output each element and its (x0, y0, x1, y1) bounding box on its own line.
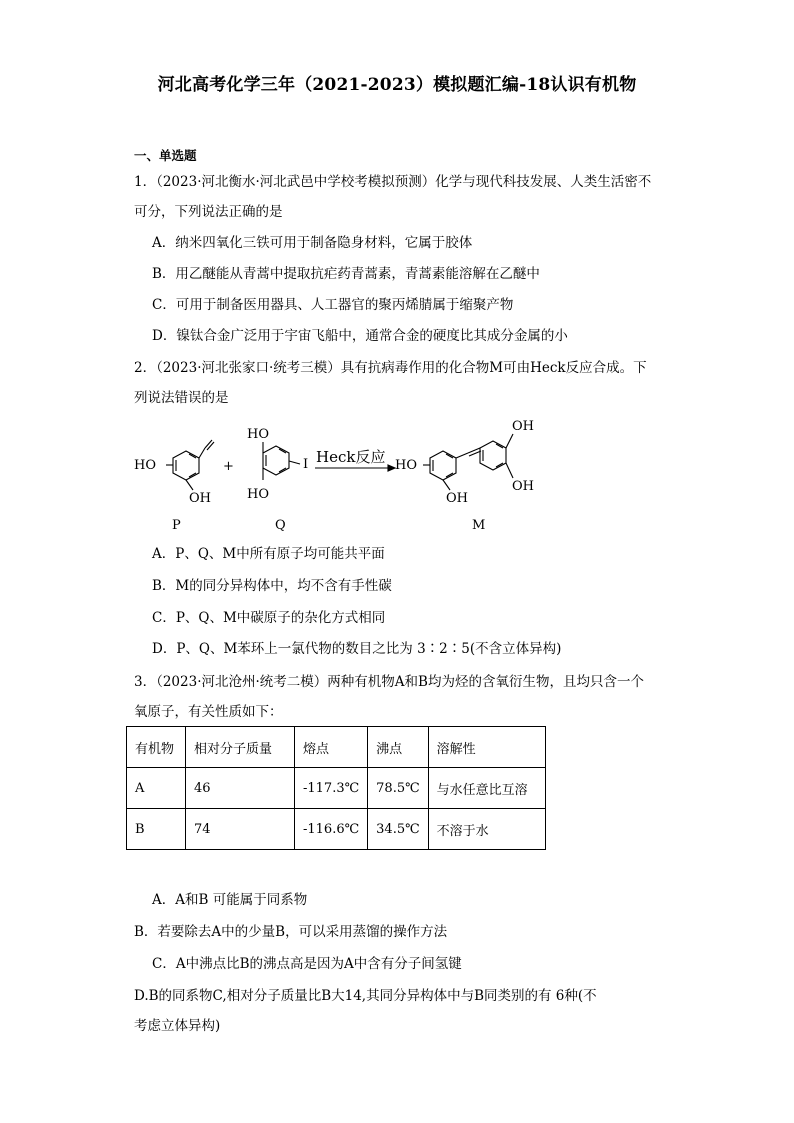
question-3-option-d-line-1: D.B的同系物C,相对分子质量比B大14,其同分异构体中与B同类别的有 6种(不 (134, 988, 597, 1004)
m-oh-right-label: OH (512, 479, 534, 494)
question-2-option-d: D．P、Q、M苯环上一氯代物的数目之比为 3∶2∶5(不含立体异构) (152, 641, 562, 657)
compound-q-label: Q (275, 518, 286, 533)
table-header-cell: 熔点 (295, 727, 368, 768)
m-oh-top-label: OH (512, 419, 534, 434)
table-cell: 34.5℃ (368, 809, 429, 850)
table-cell: -116.6℃ (295, 809, 368, 850)
table-cell: -117.3℃ (295, 768, 368, 809)
table-header-cell: 沸点 (368, 727, 429, 768)
question-1-option-d: D．镍钛合金广泛用于宇宙飞船中，通常合金的硬度比其成分金属的小 (152, 328, 568, 344)
table-cell: A (127, 768, 186, 809)
table-header-cell: 相对分子质量 (186, 727, 295, 768)
properties-table (126, 726, 546, 850)
table-cell: 74 (186, 809, 295, 850)
question-2-option-b: B．M的同分异构体中，均不含有手性碳 (152, 578, 392, 594)
m-left-ring (430, 451, 456, 480)
question-1-stem-line-1: 1．（2023·河北衡水·河北武邑中学校考模拟预测）化学与现代科技发展、人类生活密不 (134, 174, 652, 190)
question-1-option-a: A．纳米四氧化三铁可用于制备隐身材料，它属于胶体 (152, 235, 473, 251)
question-1-option-b: B．用乙醚能从青蒿中提取抗疟药青蒿素，青蒿素能溶解在乙醚中 (152, 266, 540, 282)
table-header-cell: 有机物 (127, 727, 186, 768)
question-2-option-c: C．P、Q、M中碳原子的杂化方式相同 (152, 610, 386, 626)
m-oh-low-label: OH (446, 491, 468, 506)
table-cell: 78.5℃ (368, 768, 429, 809)
page-title: 河北高考化学三年（2021-2023）模拟题汇编-18认识有机物 (157, 75, 637, 95)
question-3-option-a: A．A和B 可能属于同系物 (152, 892, 308, 908)
section-heading: 一、单选题 (134, 148, 197, 163)
q-ho-top-label: HO (247, 427, 269, 442)
table-cell: 与水任意比互溶 (428, 768, 545, 809)
m-right-ring (480, 441, 506, 470)
q-iodine-label: I (303, 457, 309, 472)
compound-m-label: M (472, 518, 486, 533)
table-row (127, 768, 546, 809)
table-row (127, 809, 546, 850)
question-2-option-a: A．P、Q、M中所有原子均可能共平面 (152, 546, 385, 562)
p-vinyl-bond (199, 448, 205, 458)
question-1-option-c: C．可用于制备医用器具、人工器官的聚丙烯腈属于缩聚产物 (152, 297, 514, 313)
question-2-stem-line-2: 列说法错误的是 (134, 390, 229, 406)
arrow-label: Heck反应 (316, 448, 386, 466)
table-cell: 46 (186, 768, 295, 809)
table-cell: 不溶于水 (428, 809, 545, 850)
table-header-row (127, 727, 546, 768)
m-ho-label: HO (395, 458, 417, 473)
compound-p-label: P (172, 518, 181, 533)
question-1-stem-line-2: 可分，下列说法正确的是 (134, 204, 283, 220)
table-header-cell: 溶解性 (428, 727, 545, 768)
question-3-option-b: B．若要除去A中的少量B，可以采用蒸馏的操作方法 (134, 924, 448, 940)
q-benzene-ring (263, 446, 289, 475)
question-3-option-c: C．A中沸点比B的沸点高是因为A中含有分子间氢键 (152, 956, 462, 972)
q-ho-bottom-label: HO (247, 487, 269, 502)
question-2-stem-line-1: 2．（2023·河北张家口·统考三模）具有抗病毒作用的化合物M可由Heck反应合成。下 (134, 360, 647, 376)
p-oh-label: OH (189, 491, 211, 506)
question-3-option-d-line-2: 考虑立体异构) (134, 1018, 221, 1034)
plus-sign: + (223, 459, 234, 474)
heck-reaction-scheme (128, 418, 558, 538)
p-ho-label: HO (134, 458, 156, 473)
p-benzene-ring (173, 451, 199, 480)
question-3-stem-line-1: 3．（2023·河北沧州·统考二模）两种有机物A和B均为烃的含氧衍生物，且均只含一个 (134, 674, 644, 690)
table-cell: B (127, 809, 186, 850)
question-3-stem-line-2: 氧原子，有关性质如下： (134, 704, 283, 720)
